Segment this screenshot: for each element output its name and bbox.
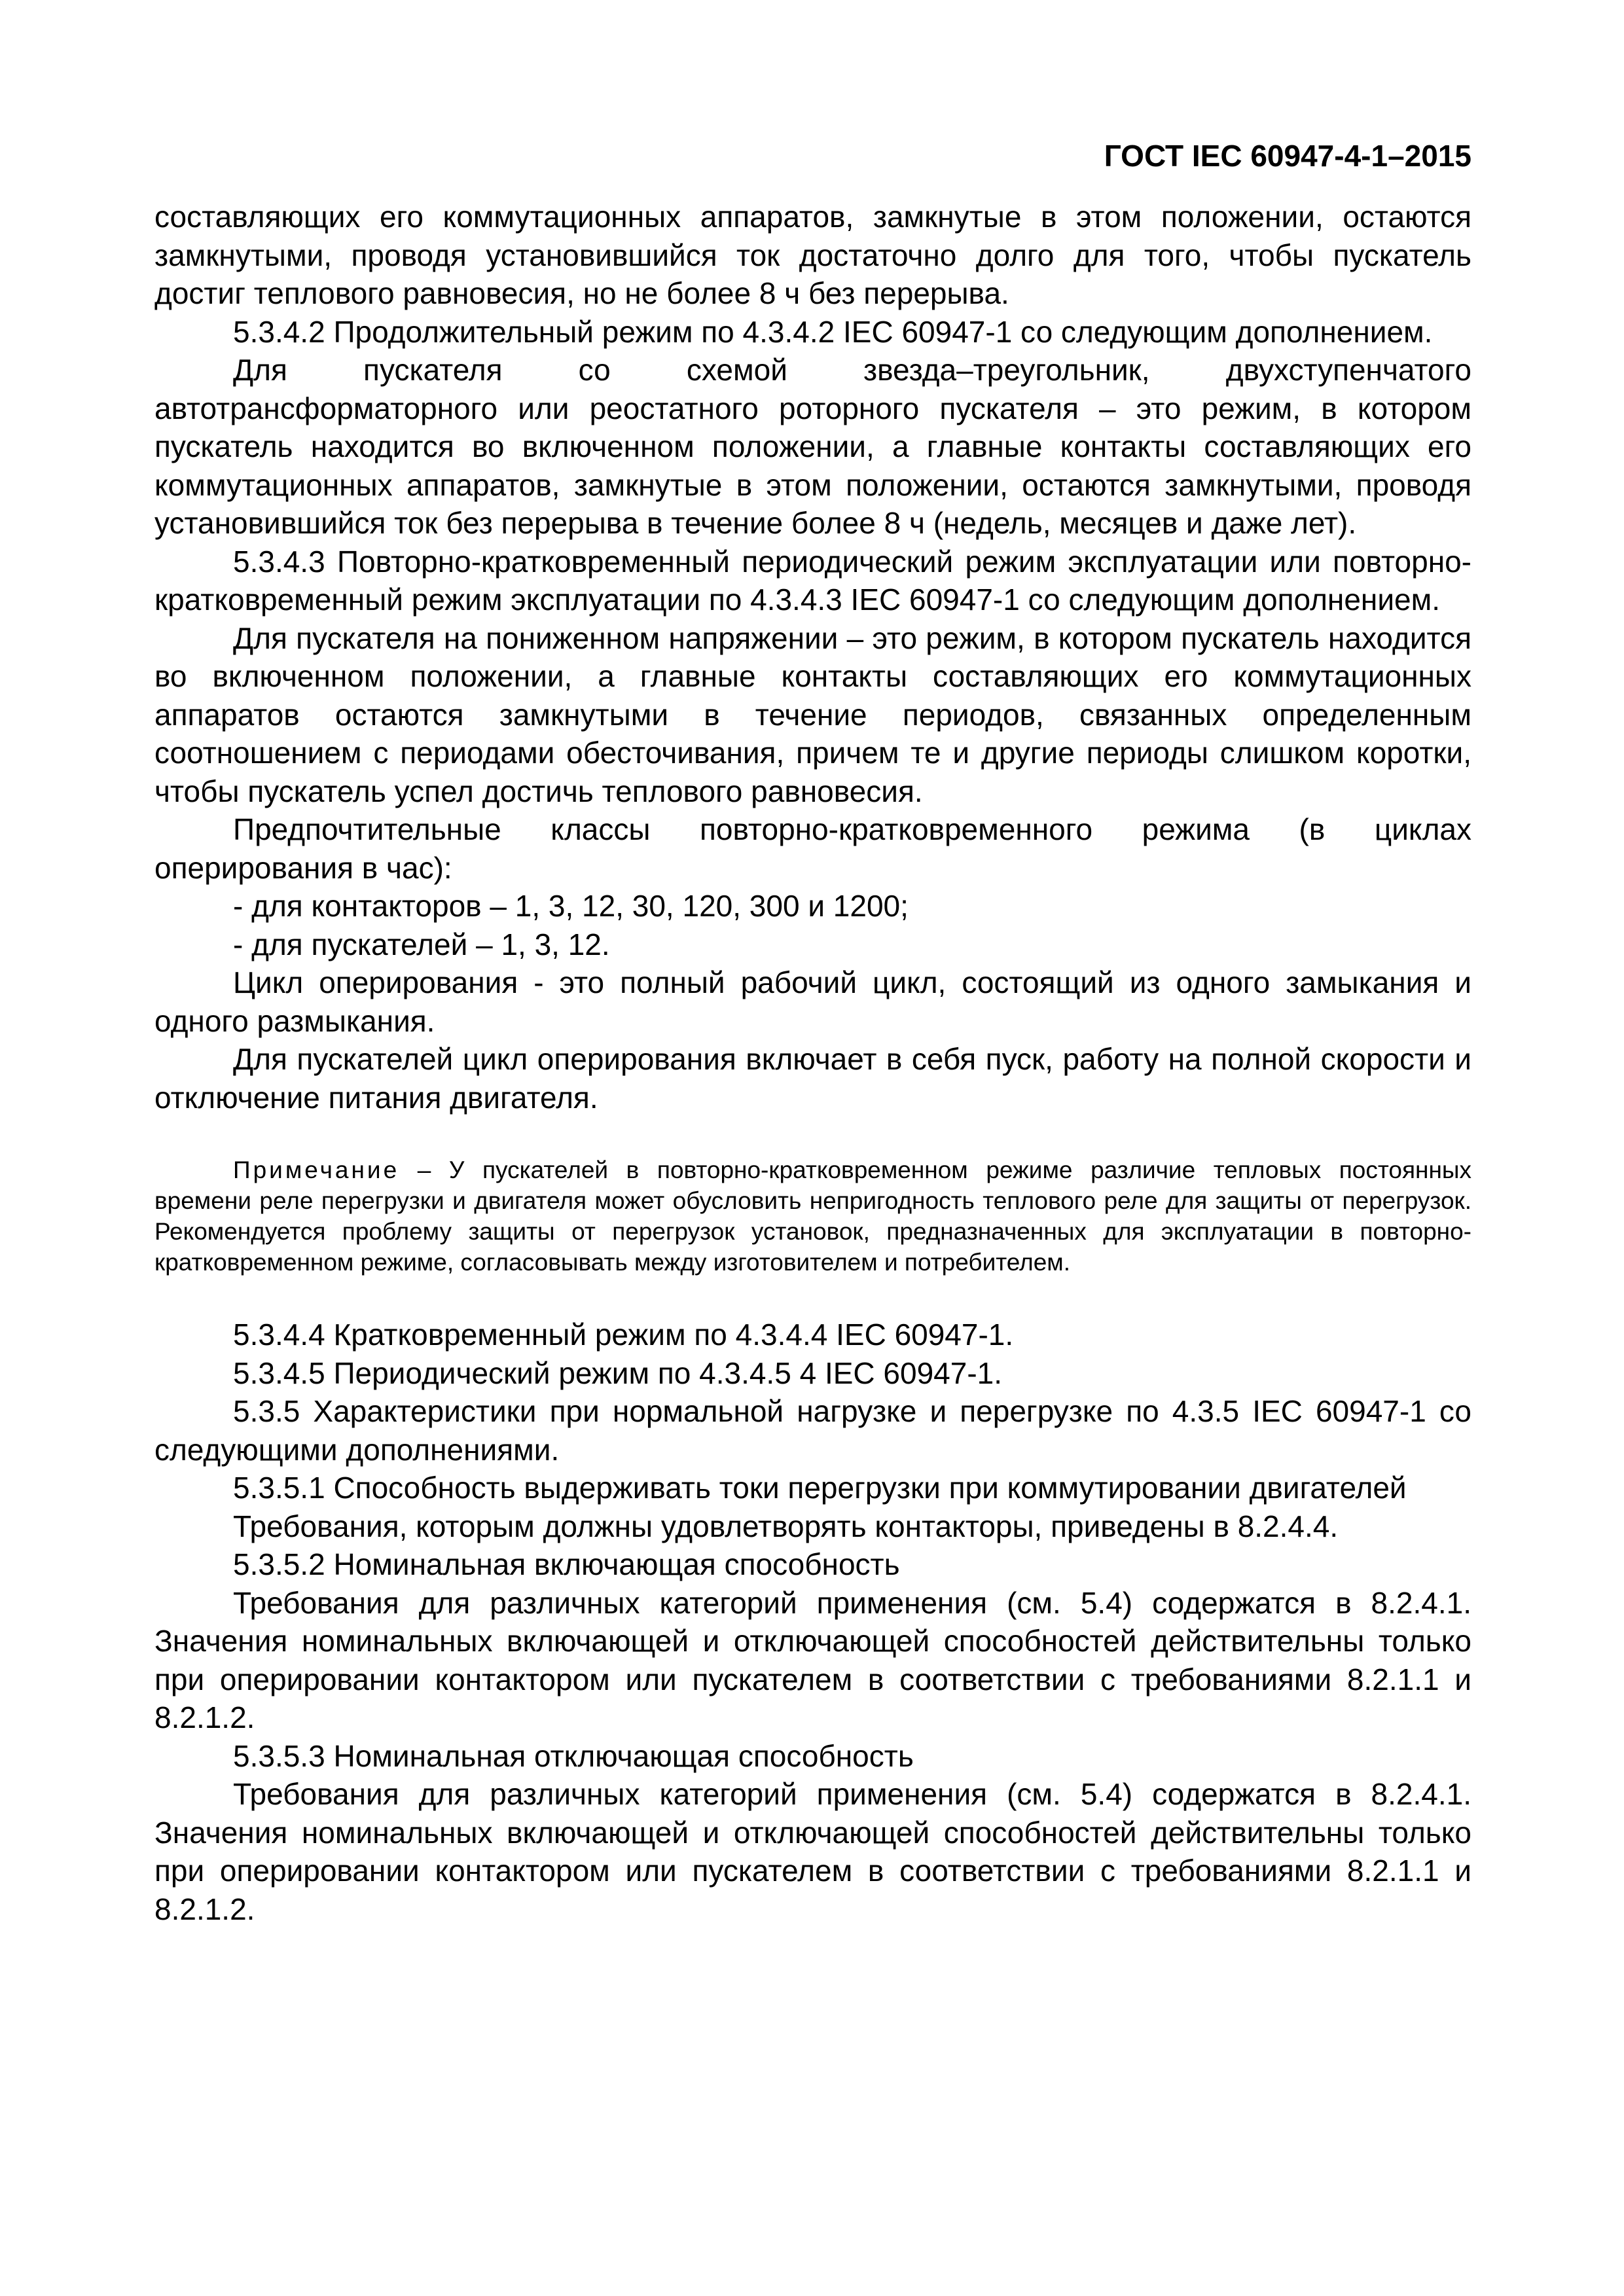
- note: [154, 1155, 1471, 1278]
- paragraph: 5.3.4.2 Продолжительный режим по 4.3.4.2 IEC 60947-1 со следующим дополнением.: [233, 314, 1433, 349]
- paragraph: 5.3.4.4 Кратковременный режим по 4.3.4.4 IEC 60947-1.: [233, 1318, 1014, 1352]
- paragraph: Требования для различных категорий применения (см. 5.4) содержатся в 8.2.4.1. Значения номинальных включающей и отключающей способностей действительны только при оперировании контактором или пускателем в соответствии с требованиями 8.2.1.1 и 8.2.1.2.: [154, 1585, 1471, 1734]
- paragraph: 5.3.5.1 Способность выдерживать токи перегрузки при коммутировании двигателей: [233, 1471, 1407, 1505]
- document-header: ГОСТ IEC 60947-4-1–2015: [1104, 139, 1471, 173]
- paragraph: Требования, которым должны удовлетворять контакторы, приведены в 8.2.4.4.: [233, 1509, 1339, 1543]
- paragraph: Для пускателя на пониженном напряжении – это режим, в котором пускатель находится во включенном положении, а главные контакты составляющих его коммутационных аппаратов остаются замкнутыми в течение периодов, связанных определенным соотношением с периодами обесточивания, причем те и другие периоды слишком коротки, чтобы пускатель успел достичь теплового равновесия.: [154, 620, 1471, 808]
- document-body: [154, 198, 1471, 1928]
- paragraph: Для пускателя со схемой звезда–треугольник, двухступенчатого автотрансформаторного или реостатного роторного пускателя – это режим, в котором пускатель находится во включенном положении, а главные контакты составляющих его коммутационных аппаратов, замкнутые в этом положении, остаются замкнутыми, проводя установившийся ток без перерыва в течение более 8 ч (недель, месяцев и даже лет).: [154, 353, 1471, 540]
- paragraph: 5.3.4.3 Повторно-кратковременный периодический режим эксплуатации или повторно-кратковременный режим эксплуатации по 4.3.4.3 IEC 60947-1 со следующим дополнением.: [154, 544, 1471, 617]
- paragraph: 5.3.5 Характеристики при нормальной нагрузке и перегрузке по 4.3.5 IEC 60947-1 со следующими дополнениями.: [154, 1394, 1471, 1467]
- paragraph: составляющих его коммутационных аппаратов, замкнутые в этом положении, остаются замкнутыми, проводя установившийся ток достаточно долго для того, чтобы пускатель достиг теплового равновесия, но не более 8 ч без перерыва.: [154, 200, 1471, 310]
- note-label: Примечание: [233, 1157, 400, 1183]
- paragraph: 5.3.5.3 Номинальная отключающая способность: [233, 1738, 914, 1773]
- paragraph: Предпочтительные классы повторно-кратковременного режима (в циклах оперирования в час):: [154, 812, 1471, 885]
- list-item: - для пускателей – 1, 3, 12.: [233, 927, 610, 961]
- paragraph: 5.3.5.2 Номинальная включающая способность: [233, 1547, 900, 1581]
- paragraph: Для пускателей цикл оперирования включает в себя пуск, работу на полной скорости и отключение питания двигателя.: [154, 1042, 1471, 1115]
- note-text: – У пускателей в повторно-кратковременном режиме различие тепловых постоянных времени реле перегрузки и двигателя может обусловить непригодность теплового реле для защиты от перегрузок. Рекомендуется проблему защиты от перегрузок установок, предназначенных для эксплуатации в повторно-кратковременном режиме, согласовывать между изготовителем и потребителем.: [154, 1157, 1471, 1276]
- paragraph: Цикл оперирования - это полный рабочий цикл, состоящий из одного замыкания и одного размыкания.: [154, 965, 1471, 1038]
- list-item: - для контакторов – 1, 3, 12, 30, 120, 300 и 1200;: [233, 889, 909, 923]
- paragraph: 5.3.4.5 Периодический режим по 4.3.4.5 4 IEC 60947-1.: [233, 1355, 1002, 1390]
- paragraph: Требования для различных категорий применения (см. 5.4) содержатся в 8.2.4.1. Значения номинальных включающей и отключающей способностей действительны только при оперировании контактором или пускателем в соответствии с требованиями 8.2.1.1 и 8.2.1.2.: [154, 1777, 1471, 1926]
